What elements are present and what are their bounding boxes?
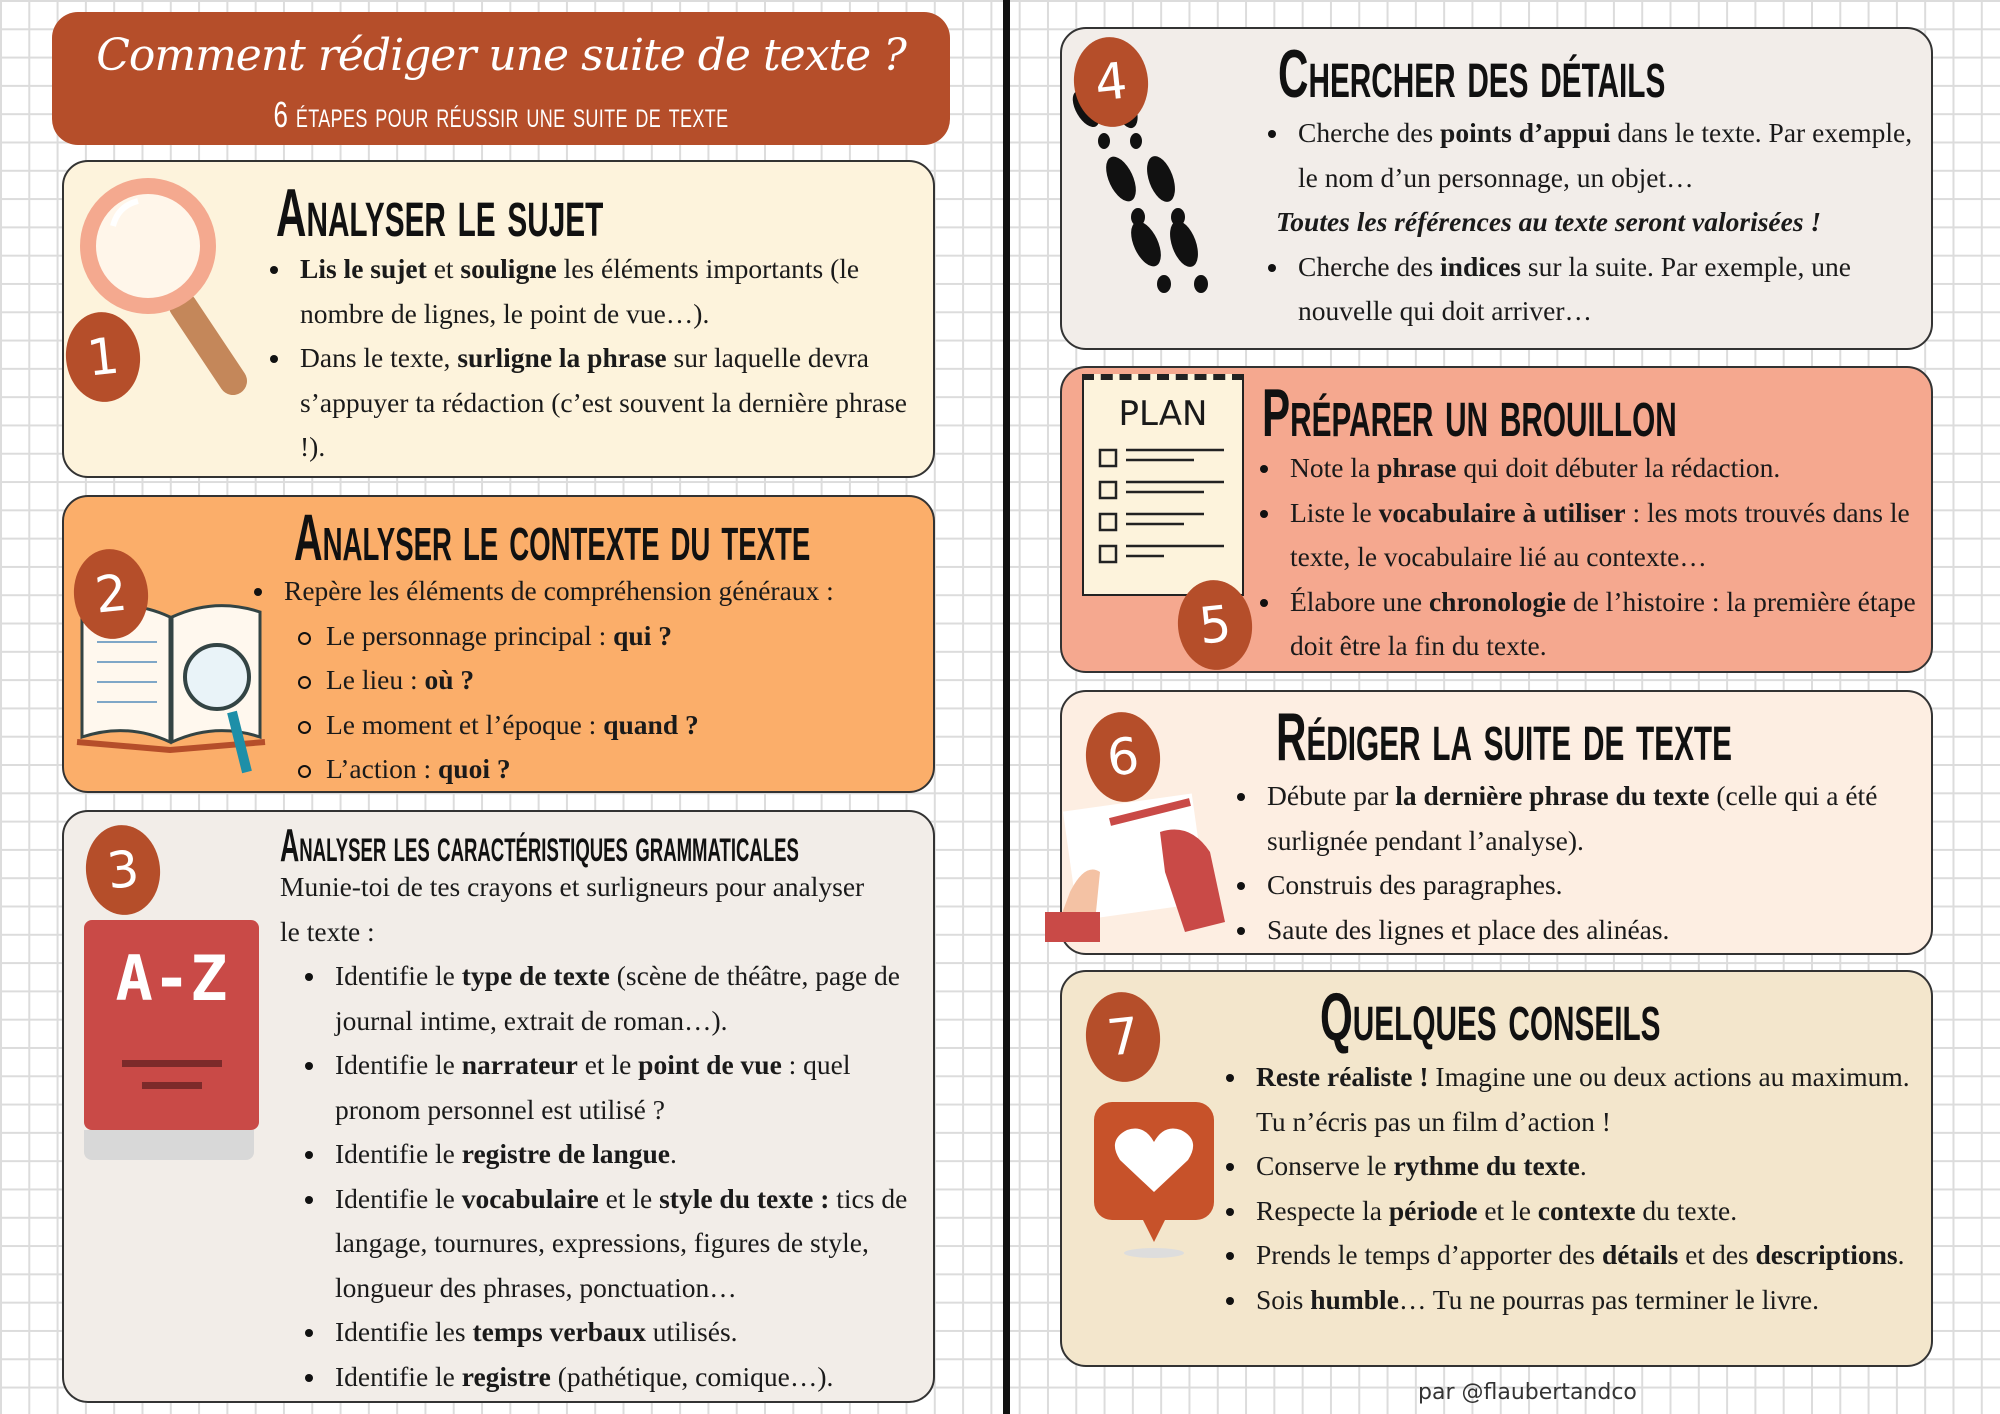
text: Le lieu : [326,664,425,695]
heart-notification-icon [1092,1100,1217,1260]
sub-bullet-item [326,747,944,792]
step-card-2 [62,495,935,793]
bullet-list [1256,1055,1916,1322]
text: (pathétique, comique…). [550,1360,834,1392]
text: Identifie les [335,1316,473,1347]
bullet-list [284,569,944,792]
bold-text: quand ? [603,708,699,740]
step-number-badge: 3 [81,821,164,918]
step-title: Analyser le contexte du texte [294,500,811,574]
bold-text: quoi ? [438,753,511,784]
bullet-item [1267,774,1932,863]
bold-text: phrase [1377,452,1457,483]
column-divider [1003,0,1010,1414]
page-title: Comment rédiger une suite de texte ? [96,30,906,81]
step-card-3 [62,810,935,1403]
bold-text: détails [1601,1239,1679,1270]
bullet-item [335,1132,935,1177]
step-number-badge: 7 [1081,988,1164,1085]
title-banner [52,12,950,145]
bold-text: qui ? [613,619,672,651]
step-number-badge: 5 [1173,576,1256,673]
highlight-note [1276,200,1918,245]
text: Identifie le [335,1049,462,1080]
text: Identifie le [335,960,462,991]
text: Sois [1256,1283,1311,1315]
dictionary-icon-label: A-Z [115,942,228,1015]
text: sur laquelle devra s’appuyer ta rédaction (c’est souvent la dernière phrase !). [300,342,908,462]
text: Construis des paragraphes. [1267,869,1563,900]
page-subtitle: 6 étapes pour réussir une suite de texte [273,94,729,135]
text: . [1579,1150,1587,1181]
bullet-list [1276,111,1918,334]
step-title: Chercher des détails [1278,36,1666,112]
text: Le moment et l’époque : [326,708,604,740]
bullet-item [1256,1189,1916,1234]
step-number-badge: 2 [69,545,152,642]
text: : les mots trouvés dans le texte, le vocabulaire lié au contexte… [1290,496,1910,572]
text: et le [598,1182,660,1214]
plan-notepad-label: PLAN [1118,394,1208,434]
bullet-item [1256,1144,1916,1189]
text: et [426,253,461,284]
sub-bullet-item [326,703,944,748]
bullet-item [1290,580,1935,669]
text: Toutes les références au texte seront valorisées ! [1276,206,1822,237]
bold-text: souligne [460,253,557,284]
bullet-list [335,954,935,1399]
sub-bullet-item [326,658,944,703]
step-title: Quelques conseils [1320,979,1661,1055]
bullet-item [335,1355,935,1400]
text: et le [1477,1194,1538,1226]
text: Identifie le [335,1138,462,1169]
bold-text: période [1388,1194,1478,1226]
bullet-item [335,1310,935,1355]
text: Cherche des [1298,250,1441,282]
text: sur la suite. Par exemple, une nouvelle qui doit arriver… [1298,250,1851,326]
bullet-item [1298,111,1918,200]
text: Saute des lignes et place des alinéas. [1267,913,1670,945]
step-title: Préparer un brouillon [1262,375,1677,451]
bullet-item [335,1043,935,1132]
text: utilisés. [645,1316,738,1347]
credit-footer: par @flaubertandco [1418,1380,1637,1405]
step-title: Analyser les caractéristiques grammaticales [280,819,799,871]
bullet-item [1267,863,1932,908]
bold-text: la dernière phrase du texte [1395,780,1710,811]
sub-bullet-item [326,614,944,659]
bold-text: descriptions [1755,1239,1898,1270]
plan-notepad-icon [1082,374,1244,596]
bold-text: type de texte [461,960,610,991]
bullet-list [300,247,920,470]
step-title: Analyser le sujet [276,175,604,251]
text: Élabore une [1290,585,1429,617]
step-content [335,954,935,1399]
text: Imagine une ou deux actions au maximum. Tu n’écris pas un film d’action ! [1256,1061,1910,1137]
text: Cherche des [1298,117,1441,148]
bold-text: où ? [424,664,475,695]
text: … Tu ne pourras pas terminer le livre. [1398,1283,1819,1315]
bullet-item [1267,908,1932,953]
step-card-7 [1060,970,1933,1367]
bullet-list [1290,446,1935,669]
text: L’action : [326,753,439,784]
step-content [1267,774,1932,952]
step-card-4 [1060,27,1933,350]
text: : quel pronom personnel est utilisé ? [335,1049,851,1125]
bold-text: registre [461,1360,551,1392]
bullet-list [1267,774,1932,952]
text: . [670,1138,677,1169]
text: de l’histoire : la première étape doit être la fin du texte. [1290,585,1916,661]
bullet-item [1290,446,1935,491]
bold-text: points d’appui [1440,117,1611,148]
text: Conserve le [1256,1150,1394,1181]
bold-text: surligne la phrase [457,342,667,373]
bullet-item [300,247,920,336]
text: . [1897,1239,1905,1270]
bold-text: registre de langue [461,1138,671,1169]
bold-text: chronologie [1428,585,1566,617]
bold-text: point de vue [638,1049,782,1080]
text: tics de langage, tournures, expressions, figures de style, longueur des phrases, ponctuation… [335,1182,908,1303]
text: Le personnage principal : [326,619,614,651]
text: Identifie le [335,1360,462,1392]
step-number-badge: 4 [1069,33,1152,130]
bold-text: Lis le sujet [300,253,427,284]
text: (celle qui a été surlignée pendant l’analyse). [1267,780,1878,856]
text: et des [1678,1239,1756,1270]
writing-hands-icon [1040,782,1240,952]
text: et le [577,1049,639,1080]
bold-text: style du texte : [659,1182,830,1214]
text: du texte. [1635,1194,1738,1226]
step-number-badge: 1 [61,308,144,405]
text: qui doit débuter la rédaction. [1456,452,1781,483]
step-content [1276,111,1918,334]
step-number-badge: 6 [1081,708,1164,805]
bold-text: narrateur [461,1049,578,1080]
bullet-item [1256,1233,1916,1278]
step-content [300,247,920,470]
text: Débute par [1267,780,1396,811]
text: Note la [1290,452,1378,483]
text: Liste le [1290,496,1379,528]
text: dans le texte. Par exemple, le nom d’un personnage, un objet… [1298,117,1913,193]
text: les éléments importants (le nombre de lignes, le point de vue…). [300,253,860,329]
bullet-item [1256,1278,1916,1323]
text: (scène de théâtre, page de journal intime, extrait de roman…). [335,960,900,1036]
text: Repère les éléments de compréhension généraux : [284,575,834,606]
bullet-item [335,1177,935,1311]
bold-text: vocabulaire [461,1182,599,1214]
text: Identifie le [335,1182,462,1214]
bullet-item [300,336,920,470]
dictionary-icon [84,920,259,1162]
step-content [284,569,944,792]
bold-text: Reste réaliste ! [1256,1061,1429,1092]
bullet-item [1298,245,1918,334]
bold-text: humble [1310,1283,1399,1315]
bold-text: indices [1440,250,1522,282]
bullet-item [284,569,944,614]
step-card-1 [62,160,935,478]
text: Respecte la [1256,1194,1389,1226]
bold-text: rythme du texte [1393,1150,1580,1181]
step-card-5 [1060,366,1933,673]
text: Prends le temps d’apporter des [1256,1239,1602,1270]
step-title: Rédiger la suite de texte [1276,699,1732,775]
bullet-item [1290,491,1935,580]
bullet-item [335,954,935,1043]
step-content [1290,446,1935,669]
step-intro: Munie-toi de tes crayons et surligneurs pour analyser le texte : [280,871,865,947]
bold-text: temps verbaux [472,1316,646,1347]
bold-text: contexte [1537,1194,1636,1226]
bullet-item [1256,1055,1916,1144]
step-card-6 [1060,690,1933,955]
text: Dans le texte, [300,342,458,373]
bold-text: vocabulaire à utiliser [1378,496,1626,528]
step-content [1256,1055,1916,1322]
